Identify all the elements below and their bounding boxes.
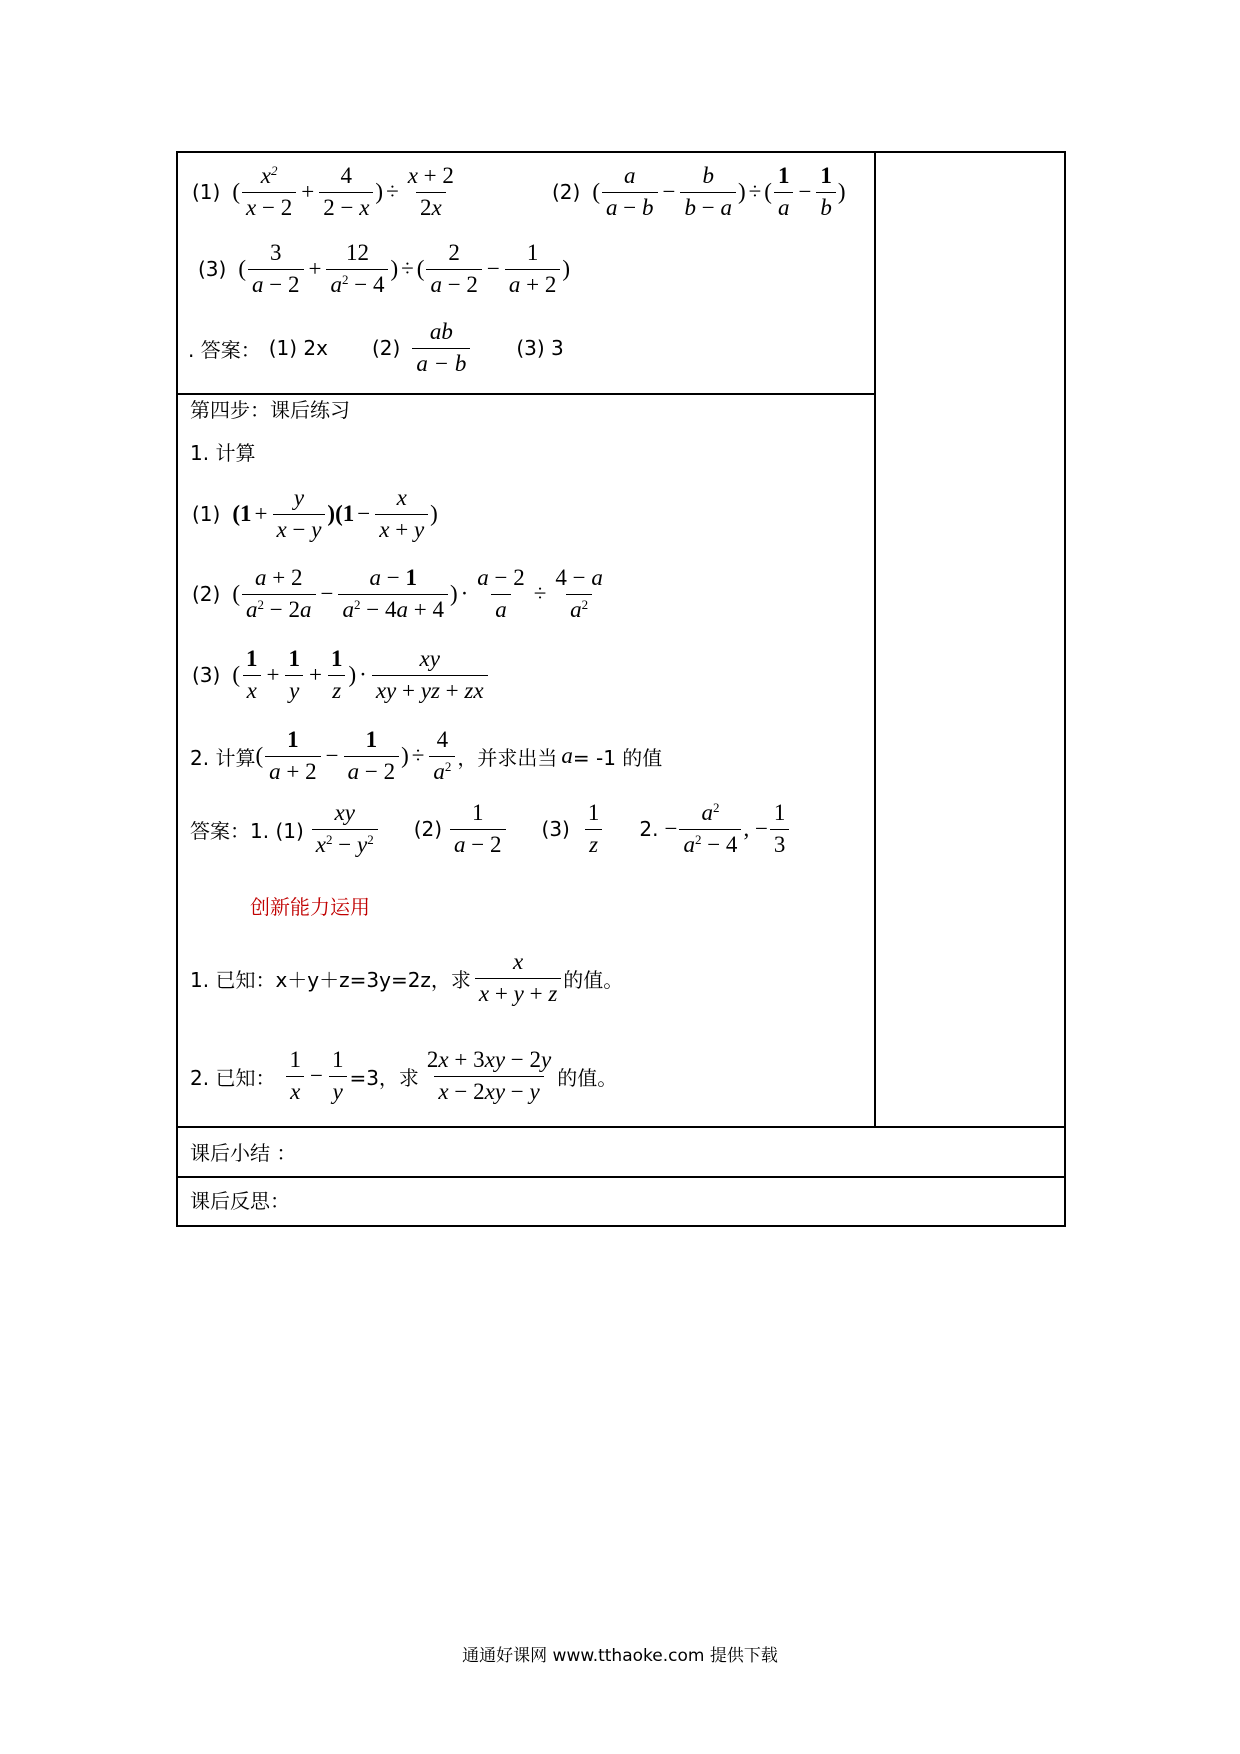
q2-variable: a [561,743,573,768]
table-row-divider-summary [176,1126,1066,1128]
innovation-title: 创新能力运用 [250,895,370,919]
review-problem-3: (3) ( $\frac{3}{a - 2}$ + $\frac{12}{a^2 - 4}$ ) ÷ ( $\frac{2}{a - 2}$ − $\frac{1}{a + 2}$ ) [198,240,571,297]
answer-prefix: . 答案： [188,337,261,362]
exercise-1: (1) (1 + $\frac{y}{x - y}$ )(1 − $\frac{x}{x + y}$ ) [192,485,438,542]
table-row-divider-reflection [176,1176,1066,1178]
innovation-2: 2. 已知： $\frac{1}{x}$ − $\frac{1}{y}$ =3，求 $\frac{2x + 3xy - 2y}{x - 2xy - y}$ 的值。 [190,1047,618,1104]
exercise-label: (1) [192,502,221,526]
table-column-divider [874,151,876,1127]
summary-label: 课后小结 ： [190,1141,297,1165]
review-problem-1: (1) ( $\frac{x^2}{x - 2}$ + $\frac{4}{2 - x}$ ) ÷ $\frac{x + 2}{2x}$ [192,163,454,220]
exercise-label: (3) [192,663,221,687]
exercise-2: (2) ( $\frac{a + 2}{a^2 - 2a}$ − $\frac{a - 1}{a^2 - 4a + 4}$ ) · $\frac{a - 2}{a}$ ÷ $\frac{4 - a}{a^2}$ [192,565,603,622]
innovation-2-suffix: 的值。 [557,1065,618,1090]
answers-label-3: (3) [541,817,570,841]
exercise-answers: 答案：1. (1) $\frac{xy}{x^2 - y^2}$ (2) $\frac{1}{a - 2}$ (3) $\frac{1}{z}$ 2. − $\frac{a^2}{a^2 - 4}$ , − $\frac{1}{3}$ [190,797,791,861]
exercise-label: (2) [192,582,221,606]
innovation-1-suffix: 的值。 [563,967,624,992]
innovation-1-condition: x＋y＋z=3y=2z，求 [275,967,471,992]
answers-label-2: (2) [413,817,443,841]
step4-question-heading: 1. 计算 [190,441,256,465]
innovation-2-prefix: 2. 已知： [190,1065,276,1090]
table-row-divider-step4 [176,393,875,395]
problem-label: (1) [192,180,221,204]
q2-prefix: 2. 计算 [190,745,256,770]
review-problem-2: (2) ( $\frac{a}{a - b}$ − $\frac{b}{b - a}$ ) ÷ ( $\frac{1}{a}$ − $\frac{1}{b}$ ) [552,163,846,220]
innovation-1-prefix: 1. 已知： [190,967,276,992]
reflection-label: 课后反思： [190,1189,290,1213]
step4-title: 第四步：课后练习 [190,398,350,422]
q2-value: = -1 的值 [572,745,663,770]
footer-text: 通通好课网 www.tthaoke.com 提供下载 [462,1646,778,1666]
answer-2-denominator: a − b [412,348,470,376]
answers-prefix: 答案：1. (1) [190,818,304,843]
q2-suffix: ，并求出当 [457,745,558,770]
exercise-3: (3) ( $\frac{1}{x}$ + $\frac{1}{y}$ + $\frac{1}{z}$ ) · $\frac{xy}{xy + yz + zx}$ [192,643,490,707]
answer-2-label: (2) [371,336,401,360]
innovation-2-condition: =3，求 [349,1065,419,1090]
answers-label-4: 2. [639,817,659,841]
answer-2-numerator: ab [429,319,453,345]
exercise-q2: 2. 计算 ( $\frac{1}{a + 2}$ − $\frac{1}{a - 2}$ ) ÷ $\frac{4}{a^2}$ ，并求出当 a = -1 的值 [190,727,663,784]
answer-1: (1) 2x [268,336,328,360]
review-answer [188,316,564,380]
problem-label: (2) [552,180,581,204]
problem-label: (3) [198,257,227,281]
answer-3: (3) 3 [516,336,564,360]
innovation-1: 1. 已知： x＋y＋z=3y=2z，求 $\frac{x}{x + y + z}$ 的值。 [190,949,624,1006]
